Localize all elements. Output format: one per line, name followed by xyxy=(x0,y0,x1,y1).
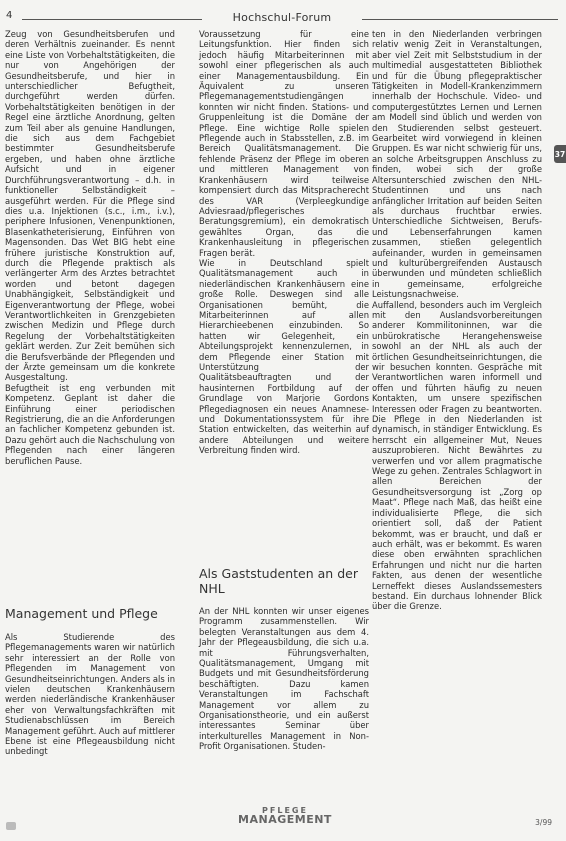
footer-logo-line1: PFLEGE xyxy=(262,806,308,815)
footer-logo xyxy=(215,806,355,824)
header-rule-left xyxy=(22,19,202,20)
column-1-text: Zeug von Gesundheitsberufen und deren Verhältnis zueinander. Es nennt eine Liste von Vorbehaltstätigkeiten, die nur von Angehörigen der Gesundheitsberufe, und hier in unterschiedlicher Befugtheit, durchgeführt werden dürfen. Vorbehaltstätigkeiten benötigen in der Regel eine ärztliche Anordnung, gelten zum Teil aber als genuine Handlungen, die sich aus dem Fachgebiet bestimmter Gesundheitsberufe ergeben, und haben ohne ärztliche Aufsicht und in eigener Durchführungsverantwortung – d.h. in funktioneller Selbständigkeit – ausgeführt werden. Für die Pflege sind dies u.a. Injektionen (s.c., i.m., i.v.), periphere Infusionen, Venenpunktionen, Blasenkatheterisierung, Einführen von Magensonden. Das Wet BIG hebt eine frühere juristische Konstruktion auf, durch die Pflegende praktisch als verlängerter Arm des Arztes betrachtet worden und betont dagegen Unabhängigkeit, Selbständigkeit und Eigenverantwortung der Pflege, wobei Verantwortlichkeiten in Grenzgebieten zwischen Medizin und Pflege durch Regelung der Vorbehaltstätigkeiten geklärt werden. Zur Zeit bemühen sich die Berufsverbände der Pflegenden und der Ärzte gemeinsam um die konkrete Ausgestaltung. xyxy=(5,29,175,383)
header-rule-right xyxy=(362,19,558,20)
column-1-text-b: Befugtheit ist eng verbunden mit Kompetenz. Geplant ist daher die Einführung einer periodischen Registrierung, die an die Anforderungen an fachlicher Kompetenz gebunden ist. Dazu gehört auch die Nachschulung von Pflegenden nach einer längeren beruflichen Pause. xyxy=(5,382,175,466)
management-text: Als Studierende des Pflegemanagements waren wir natürlich sehr interessiert an der Rolle von Pflegenden im Management von Gesundheitseinrichtungen. Anders als in vielen deutschen Krankenhäusern werden niederländische Krankenhäuser eher von Verwaltungsfachkräften mit Studienabschlüssen im Bereich Management geführt. Auch auf mittlerer Ebene ist eine Pflegeausbildung nicht unbedingt xyxy=(5,632,175,757)
page-tab: 37 xyxy=(554,145,566,163)
column-2-text-b: Wie in Deutschland spielt Qualitätsmanagement auch in niederländischen Krankenhäusern eine große Rolle. Deswegen sind alle Organisationen bemüht, die Mitarbeiterinnen auf allen Hierarchieebenen einzubinden. So hatten wir Gelegenheit, ein Abteilungsprojekt kennenzulernen, in dem Pflegende einer Station mit Unterstützung der Qualitätsbeauftragten und der hausinternen Fortbildung auf der Grundlage von Marjorie Gordons Pflegediagnosen ein neues Anamnese- und Dokumentationssystem für ihre Station entwickelten, das weiterhin auf andere Abteilungen und weitere Verbreitung finden wird. xyxy=(199,257,369,456)
gaststudenten-text: An der NHL konnten wir unser eigenes Programm zusammenstellen. Wir belegten Veranstaltungen aus dem 4. Jahr der Pflegeausbildung, die sich u.a. mit Führungsverhalten, Qualitätsmanagement, Umgang mit Budgets und mit Gesundheitsförderung beschäftigten. Dazu kamen Veranstaltungen im Fachschaft Management vor allem zu Organisationstheorie, und ein außerst interessantes Seminar über interkulturelles Management in Non-Profit Organisationen. Studen- xyxy=(199,606,369,752)
column-3 xyxy=(372,29,542,612)
footer-mark xyxy=(6,822,16,830)
management-heading: Management und Pflege xyxy=(5,606,158,621)
column-2 xyxy=(199,29,369,456)
header-mark: 4 xyxy=(6,10,13,21)
page-number: 3/99 xyxy=(535,818,552,827)
gaststudenten-heading: Als Gaststudenten an der NHL xyxy=(199,566,358,596)
column-3-text-b: Auffallend, besonders auch im Vergleich mit den Auslandsvorbereitungen anderer Kommilitoninnen, war die unbürokratische Herangehensweise sowohl an der NHL als auch der örtlichen Gesundheitseinrichtungen, die wir besuchen konnten. Gespräche mit Verantwortlichen waren informell und offen und führten häufig zu neuen Kontakten, um unsere spezifischen Interessen oder Fragen zu beantworten. Die Pflege in den Niederlanden ist dynamisch, in ständiger Entwicklung. Es herrscht ein allgemeiner Mut, Neues auszuprobieren. Nicht Bewährtes zu verwerfen und vor allem pragmatische Wege zu gehen. Zentrales Schlagwort in allen Bereichen der Gesundheitsversorgung ist „Zorg op Maat“. Pflege nach Maß, das heißt eine individualisierte Pflege, die sich orientiert soll, daß der Patient bekommt, was er braucht, und daß er auch erhält, was er bekommt. Es waren diese oben erwähnten sprachlichen Erfahrungen und nicht nur die harten Fakten, aus denen der wesentliche Lerneffekt dieses Auslandssemesters bestand. Ein durchaus lohnender Blick über die Grenze. xyxy=(372,299,542,612)
header-title: Hochschul-Forum xyxy=(232,11,332,24)
column-2-text: Voraussetzung für eine Leitungsfunktion. Hier finden sich jedoch häufig Mitarbeiterinnen mit sowohl einer pflegerischen als auch einer Managementausbildung. Ein Äquivalent zu unseren Pflegemanagementstudiengängen konnten wir nicht finden. Stations- und Gruppenleitung ist die Domäne der Pflege. Eine wichtige Rolle spielen Pflegende auch in Stabsstellen, z.B. im Bereich Qualitätsmanagement. Die fehlende Präsenz der Pflege im oberen und mittleren Management von Krankenhäusern wird teilweise kompensiert durch das Mitspracherecht des VAR (Verpleegkundige Adviesraad/pflegerisches Beratungsgremium), ein demokratisch gewähltes Organ, das die Krankenhausleitung in pflegerischen Fragen berät. xyxy=(199,29,369,258)
column-3-text: ten in den Niederlanden verbringen relativ wenig Zeit in Veranstaltungen, aber viel Zeit mit Selbststudium in der multimedial ausgestatteten Bibliothek und für die Übung pflegepraktischer Tätigkeiten in Modell-Krankenzimmern innerhalb der Hochschule. Video- und computergestütztes Lernen und Lernen am Modell sind üblich und werden von den Studierenden selbst gesteuert. Gearbeitet wird vorwiegend in kleinen Gruppen. Es war nicht schwierig für uns, an solche Arbeitsgruppen Anschluss zu finden, wobei sich der große Altersunterschied zwischen den NHL-Studentinnen und uns nach anfänglicher Irritation auf beiden Seiten als durchaus fruchtbar erwies. Unterschiedliche Sichtweisen, Berufs- und Lebenserfahrungen kamen zusammen, stießen gelegentlich aufeinander, wurden in gemeinsamen und kulturübergreifenden Austausch überwunden und mündeten schließlich in gemeinsame, erfolgreiche Leistungsnachweise. xyxy=(372,29,542,300)
footer-logo-line2: MANAGEMENT xyxy=(238,813,332,826)
column-1 xyxy=(5,29,175,466)
